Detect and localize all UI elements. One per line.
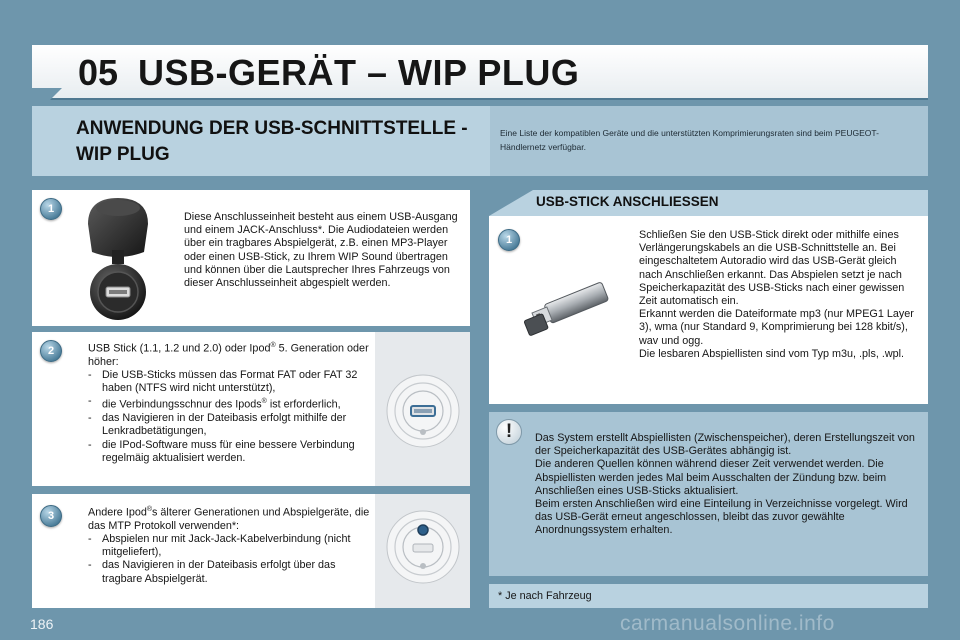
panel2-text [88,339,370,465]
step-badge-3: 3 [40,505,62,527]
usb-stick-text-formats: Erkannt werden die Dateiformate mp3 (nur MPEG1 Layer 3), wma (nur Standard 9, Komprimierung bei 128 kbit/s), wav und ogg. [639,308,914,347]
warning-text [535,432,921,538]
step-badge-2: 2 [40,340,62,362]
warning-icon: ! [496,419,522,445]
warning-text-update: Die anderen Quellen können während dieser Zeit verwendet werden. Die Abspiellisten werden jedes Mal beim Ausschalten der Zündung bzw. beim Anschließen eines USB-Sticks aktualisiert. [535,458,887,497]
section-title: ANWENDUNG DER USB-SCHNITTSTELLE - WIP PLUG [76,118,468,165]
panel2-intro: USB Stick (1.1, 1.2 und 2.0) oder Ipod® 5. Generation oder höher: [88,342,369,368]
footnote-text: * Je nach Fahrzeug [498,590,592,602]
watermark: carmanualsonline.info [620,612,835,635]
usb-stick-text [639,229,919,361]
panel3-intro: Andere Ipod®s älterer Generationen und Abspielgeräte, die das MTP Protokoll verwenden*: [88,506,370,532]
usb-port-diagram-icon [384,372,462,450]
chapter-number: 05 [78,52,119,93]
step-badge-usb-1: 1 [498,229,520,251]
panel3-item-jack: - Abspielen nur mit Jack-Jack-Kabelverbindung (nicht mitgeliefert), [88,533,370,559]
jack-port-diagram-icon [384,508,462,586]
panel3-text [88,503,370,586]
step-badge-1: 1 [40,198,62,220]
warning-text-creation: Das System erstellt Abspiellisten (Zwischenspeicher), deren Erstellungszeit von der Speicherkapazität des USB-Gerätes abhängig ist. [535,432,915,458]
panel2-item-steering: - das Navigieren in der Dateibasis erfolgt mithilfe der Lenkradbetätigungen, [88,412,370,438]
panel2-item-software: - die IPod-Software muss für eine bessere Verbindung regelmäig aktualisiert werden. [88,439,370,465]
usb-stick-text-connect: Schließen Sie den USB-Stick direkt oder mithilfe eines Verlängerungskabels an die USB-Schnittstelle an. Bei eingeschaltetem Autoradio wird das USB-Gerät gleich nach Anschließen erkannt. Das Abspielen setzt je nach Speicherkapazität des USB-Sticks nach einer gewissen Zeit automatisch ein. [639,229,905,308]
section-note: Eine Liste der kompatiblen Geräte und die unterstützten Komprimierungsraten sind beim PEUGEOT-Händlernetz verfügbar. [500,128,879,152]
usb-stick-icon [518,276,618,336]
chapter-title: USB-GERÄT – WIP PLUG [138,52,580,93]
panel1-text: Diese Anschlusseinheit besteht aus einem USB-Ausgang und einem JACK-Anschluss*. Die Audiodateien werden über ein tragbares Abspielgerät, z.B. einen MP3-Player oder einen USB-Stick, zu Ihrem WIP Sound übertragen und können über die Lautsprecher Ihres Fahrzeugs von dieser Anschlusseinheit abgespielt werden. [184,211,458,290]
usb-socket-icon [78,194,158,322]
warning-text-directories: Beim ersten Anschließen wird eine Einteilung in Verzeichnisse vorgelegt. Wird das USB-Gerät erneut angeschlossen, bleibt das zuvor gewählte Anordnungssystem erhalten. [535,498,908,537]
panel3-item-navigation: - das Navigieren in der Dateibasis erfolgt über das tragbare Abspielgerät. [88,559,370,585]
panel2-item-cable: - die Verbindungsschnur des Ipods® ist erforderlich, [88,395,370,412]
page-number: 186 [30,616,54,632]
usb-stick-title: USB-STICK ANSCHLIESSEN [536,194,719,209]
usb-stick-text-playlists: Die lesbaren Abspiellisten sind vom Typ m3u, .pls, .wpl. [639,347,905,360]
panel2-item-format: - Die USB-Sticks müssen das Format FAT oder FAT 32 haben (NTFS wird nicht unterstützt), [88,369,370,395]
